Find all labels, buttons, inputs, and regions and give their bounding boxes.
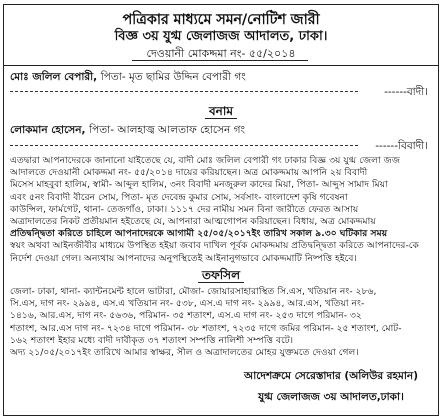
body-line: অত্রাদালতের নিকট প্রতীয়মান হইতেছে যে, আপনারা আত্মগোপন করিয়াছেন। বিধায়, অত্র মোকদ্দমায় [10,216,376,228]
body-line: মিসেস মাহবুবা হালিম, স্বামী- আব্দুল হালিম, ৩নং বিবাদী মনজুরুল কাদের মিয়া, পিতা- আব্দুস সামাদ মিয়া [10,179,388,191]
body-line-hearing-date: প্রতিদ্বন্দ্বিতা করিতে চাহিলে আপনাদেরকে আগামী ২৫/০৫/২০১৭ইং তারিখ সকাল ৯.৩০ ঘটিকার সময় [10,228,388,240]
notice-title: পত্রিকার মাধ্যমে সমন/নোটিশ জারী [122,12,320,28]
versus-heading [4,103,438,123]
body-line: এতদ্বারা আপনাদেরকে জানানো যাইতেছে যে, বাদী মোঃ জলিল বেপারী গং ঢাকার বিজ্ঞ ৩য় যুগ্ম জেলা জজ [10,155,401,166]
schedule-line: অদ্য ২১/০৫/২০১৭ইং তারিখে আমার স্বাক্ষর, সীল ও অত্রাদালতের মোহর যুক্তমতে দেওয়া গেল। [10,347,359,359]
schedule-line: সি.এস, দাগ নং- ২৯৯৪, এস.এ খতিয়ান নং- ৫৩৮, এস.এ দাগ নং- ২৯৯৪, আর.এস, খতিয়া নং- [10,298,365,310]
defendant-name: লোকমান হোসেন, [10,124,86,136]
defendant-details: পিতা- আলহাজ্ব আলতাফ হোসেন গং [89,124,246,136]
plaintiff-name: মোঃ জলিল বেপারী, [10,71,98,83]
schedule-heading-text: তফসিল [198,268,244,283]
plaintiff-details: পিতা- মৃত ছামির উদ্দিন বেপারী গং [100,71,246,83]
schedule-line: শতাংশ, আর.এস দাগ নং- ৭২৩৪ দাগে পরিমান- ৩৮ শতাংশ, ৭২৩৫ দাগে জমির পরিমান- ২৫ শতাংশ, মোট- [10,322,402,334]
plaintiff-line [10,70,246,87]
notice-body [10,155,432,265]
signature-line-2: যুগ্ম জেলাজজ ৩য় আদালত,ঢাকা। [258,391,404,403]
schedule-body [10,286,432,359]
signature-line-1: আদেশক্রমে সেরেস্তাদার (অলিউর রহমান) [243,370,418,382]
schedule-line: ১৬২ শতাংশ ইহার মধ্যে বাদী দাবীকৃত ৩৭ শতাংশ সম্পত্তি নালিশী সম্পত্তি বটে। [10,334,294,346]
court-name: বিজ্ঞ ৩য় যুগ্ম জেলাজজ আদালত, ঢাকা। [114,29,328,44]
body-line: এবং ৫নং বিবাদী বীরেন সোম, পিতা- মৃত দেবেন্দ্র কুমার সোম, সর্বসাং- বাংলাদেশ কৃষি গবেষনা [10,191,348,203]
header-divider [4,65,438,66]
case-number-underline [132,60,308,61]
signature-block [244,369,418,407]
defendant-line [10,123,245,140]
schedule-line: ১৪১৬, আর.এস, দাগ নং- ৫৬৩৬, পরিমান- ৩৫ শতাংশ, এস.এ দাগ নং- ২৫৩ দাগে পরিমান- ৩২ [10,310,362,322]
body-line: স্বয়ং অথবা আইনজীবীর মাধ্যমে উপস্থিত হইয়া জবাব দাখিল পূর্বক মোকদ্দমায় প্রতিদ্বন্দ্বিতা করিতে আপনাদের-কে [10,240,419,252]
plaintiff-role: ------বাদী। [384,86,428,98]
defendant-dash [10,145,358,146]
defendant-role: ------বিবাদী। [375,140,428,152]
schedule-heading [4,267,438,287]
body-line: নির্দেশ দেওয়া গেল। অন্যথায় আপনাদের অনুপস্থিতেই আইনানুগভাবে মোকদ্দমাটি নিষ্পত্তি হইবে। [10,252,357,264]
schedule-line: জেলা- ঢাকা, থানা- ক্যান্টনমেন্ট হালে ভাটারা, মৌজা- জোয়ারসাহারাস্থিত সি.এস, খতিয়ান নং- ২৮৬, [10,286,377,297]
case-number: দেওয়ানী মোকদ্দমা নং- ৫৫/২০১৪ [146,47,296,60]
body-line: আদালতে দেওয়ানী মোকদ্দমা নং- ৫৫/২০১৪ দায়ের করিয়াছেন। অত্র মোকদ্দমায় আপনি ২য় বিবাদী [10,167,368,179]
body-line: কাউন্সিল, ফার্মগেট, থানা- তেজগাঁও, ঢাকা। ১১১৭ দের নামীয় সমন বিনা জারীতে ফেরত আসায় [10,203,359,215]
plaintiff-dash [10,91,358,92]
notice-frame [3,4,439,416]
versus-text: বনাম [205,104,237,119]
